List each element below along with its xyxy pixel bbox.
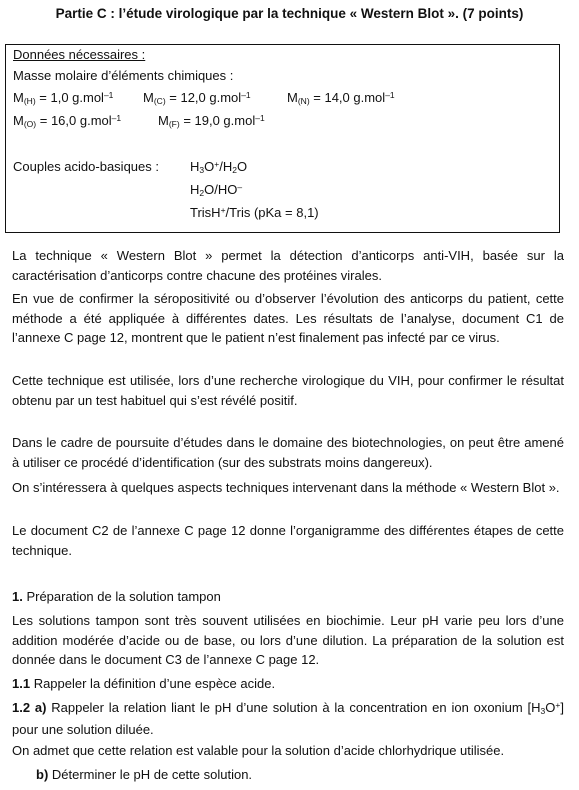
molar-mass-intro: Masse molaire d’éléments chimiques : xyxy=(13,68,234,83)
acid-base-couple-3: TrisH+/Tris (pKa = 8,1) xyxy=(190,205,319,220)
paragraph-studies: Dans le cadre de poursuite d’études dans le domaine des biotechnologies, on peut être amené à utiliser ce procédé d’identification (sur des substrats moins dangereux). xyxy=(12,435,564,470)
couples-label: Couples acido-basiques : xyxy=(13,159,159,174)
question-1-1: 1.1 Rappeler la définition d’une espèce acide. xyxy=(12,676,276,691)
paragraph-seropositivity: En vue de confirmer la séropositivité ou d’observer l’évolution des anticorps du patient, cette méthode a été appliquée à différentes dates. Les résultats de l’analyse, document C1 de l’annexe C page 12, montrent que le patient n’est finalement pas infecté par ce virus. xyxy=(12,291,564,345)
paragraph-intro: La technique « Western Blot » permet la détection d’anticorps anti-VIH, basée sur la caractérisation d’anticorps contre chacune des protéines virales. xyxy=(12,248,564,283)
molar-mass-c: M(C) = 12,0 g.mol$^{-1}$ xyxy=(143,90,251,106)
section-title: Partie C : l’étude virologique par la technique « Western Blot ». (7 points) xyxy=(55,6,524,21)
molar-mass-f: M(F) = 19,0 g.mol$^{-1}$ xyxy=(158,113,265,129)
admission-statement: On admet que cette relation est valable pour la solution d’acide chlorhydrique utilisée. xyxy=(12,743,505,758)
molar-mass-h: M(H) = 1,0 g.mol$^{-1}$ xyxy=(13,90,114,106)
data-box xyxy=(5,44,560,233)
molar-mass-n: M(N) = 14,0 g.mol$^{-1}$ xyxy=(287,90,395,106)
question-1-2-a: 1.2 a) Rappeler la relation liant le pH d’une solution à la concentration en ion oxonium [H3O+] pour une solution diluée. xyxy=(12,700,564,737)
paragraph-aspects: On s’intéressera à quelques aspects techniques intervenant dans la méthode « Western Blot ». xyxy=(12,480,560,495)
acid-base-couple-2: H2O/HO– xyxy=(190,182,243,198)
acid-base-couple-1: H3O+/H2O xyxy=(190,159,248,175)
section-1-text: Les solutions tampon sont très souvent utilisées en biochimie. Leur pH varie peu lors d’une addition modérée d’acide ou de base, ou lors d’une dilution. La préparation de la solution est donnée dans le document C3 de l’annexe C page 12. xyxy=(12,613,564,667)
section-1-heading: 1. Préparation de la solution tampon xyxy=(12,589,221,604)
data-box-heading: Données nécessaires : xyxy=(13,47,146,62)
paragraph-document-c2: Le document C2 de l’annexe C page 12 donne l’organigramme des différentes étapes de cette technique. xyxy=(12,523,564,558)
question-1-2-b: b) Déterminer le pH de cette solution. xyxy=(36,767,253,782)
molar-mass-o: M(O) = 16,0 g.mol$^{-1}$ xyxy=(13,113,122,129)
paragraph-usage: Cette technique est utilisée, lors d’une recherche virologique du VIH, pour confirmer le résultat obtenu par un test habituel qui s’est révélé positif. xyxy=(12,373,564,408)
